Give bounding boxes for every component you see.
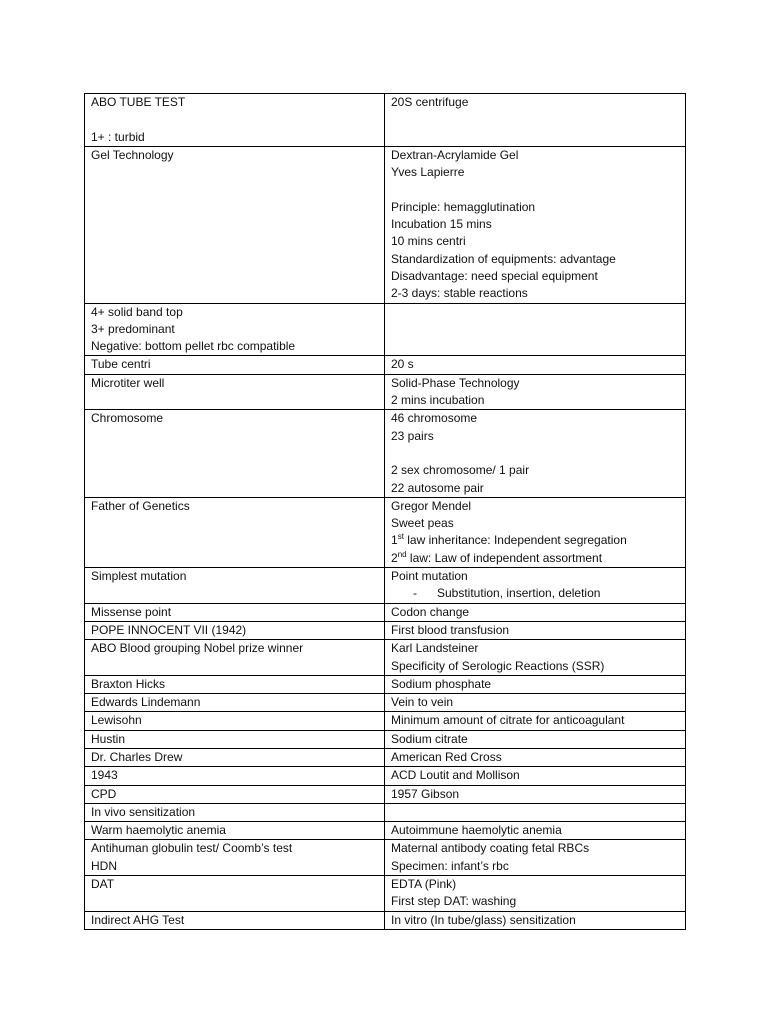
cell-line: ACD Loutit and Mollison xyxy=(391,768,520,783)
description-cell xyxy=(385,822,686,840)
description-cell xyxy=(385,730,686,748)
term-cell xyxy=(85,374,385,410)
cell-line: Warm haemolytic anemia xyxy=(91,823,226,838)
cell-line: Specimen: infant’s rbc xyxy=(391,858,509,873)
term-cell xyxy=(85,640,385,676)
cell-line: Codon change xyxy=(391,604,470,619)
table-row xyxy=(85,410,686,497)
table-row xyxy=(85,803,686,821)
cell-line: Disadvantage: need special equipment xyxy=(391,268,598,283)
cell-line: EDTA (Pink) xyxy=(391,877,457,892)
cell-line: 4+ solid band top xyxy=(91,304,183,319)
term-cell xyxy=(85,822,385,840)
cell-line: Gregor Mendel xyxy=(391,498,472,513)
table-row xyxy=(85,694,686,712)
cell-line: Principle: hemagglutination xyxy=(391,199,536,214)
cell-line: Yves Lapierre xyxy=(391,165,465,180)
term-cell xyxy=(85,785,385,803)
table-row xyxy=(85,675,686,693)
cell-line: Edwards Lindemann xyxy=(91,695,201,710)
cell-line: 46 chromosome xyxy=(391,411,478,426)
cell-line: 10 mins centri xyxy=(391,234,466,249)
term-cell xyxy=(85,712,385,730)
cell-line: Negative: bottom pellet rbc compatible xyxy=(91,339,296,354)
cell-line: American Red Cross xyxy=(391,749,502,764)
bullet-text: Substitution, insertion, deletion xyxy=(437,586,601,601)
description-cell xyxy=(385,767,686,785)
description-cell xyxy=(385,303,686,356)
term-cell xyxy=(85,497,385,567)
cell-line: Hustin xyxy=(91,731,126,746)
cell-line: Sodium phosphate xyxy=(391,676,492,691)
cell-line: Vein to vein xyxy=(391,695,454,710)
term-cell xyxy=(85,568,385,604)
table-row xyxy=(85,911,686,929)
cell-line: ABO Blood grouping Nobel prize winner xyxy=(91,641,304,656)
cell-line: 2 mins incubation xyxy=(391,393,485,408)
table-row xyxy=(85,822,686,840)
cell-line: Indirect AHG Test xyxy=(91,912,185,927)
term-cell xyxy=(85,146,385,303)
bullet-line xyxy=(391,585,679,602)
description-cell xyxy=(385,374,686,410)
cell-line: 2-3 days: stable reactions xyxy=(391,286,528,301)
notes-table xyxy=(84,93,686,930)
term-cell xyxy=(85,840,385,876)
cell-line: 20S centrifuge xyxy=(391,95,469,109)
table-row xyxy=(85,876,686,912)
cell-line: Gel Technology xyxy=(91,147,174,162)
table-row xyxy=(85,621,686,639)
cell-line: Braxton Hicks xyxy=(91,676,166,691)
table-row xyxy=(85,767,686,785)
cell-line: Simplest mutation xyxy=(91,569,187,584)
cell-line: Point mutation xyxy=(391,569,468,584)
table-row xyxy=(85,748,686,766)
term-cell xyxy=(85,675,385,693)
description-cell xyxy=(385,694,686,712)
term-cell xyxy=(85,694,385,712)
ordinal-rest: law inheritance: Independent segregation xyxy=(403,533,627,548)
cell-line: 23 pairs xyxy=(391,428,434,443)
ordinal-suffix: nd xyxy=(397,549,407,559)
cell-line: 1957 Gibson xyxy=(391,786,460,801)
term-cell xyxy=(85,303,385,356)
cell-line: Dr. Charles Drew xyxy=(91,749,183,764)
cell-line: ABO TUBE TEST xyxy=(91,95,186,109)
cell-line: Missense point xyxy=(91,604,172,619)
bullet-dash: - xyxy=(413,586,417,601)
table-row xyxy=(85,146,686,303)
cell-line: Specificity of Serologic Reactions (SSR) xyxy=(391,658,605,673)
description-cell xyxy=(385,603,686,621)
empty-line xyxy=(391,304,679,321)
cell-line xyxy=(391,181,679,198)
cell-line: Chromosome xyxy=(91,411,164,426)
table-row xyxy=(85,640,686,676)
cell-line-ordinal xyxy=(391,550,679,567)
cell-line: In vitro (In tube/glass) sensitization xyxy=(391,912,576,927)
cell-line: DAT xyxy=(91,877,115,892)
cell-line: 2 sex chromosome/ 1 pair xyxy=(391,463,530,478)
cell-line: Karl Landsteiner xyxy=(391,641,479,656)
cell-line: 3+ predominant xyxy=(91,321,175,336)
term-cell xyxy=(85,94,385,147)
table-row xyxy=(85,568,686,604)
cell-line: Standardization of equipments: advantage xyxy=(391,251,616,266)
description-cell xyxy=(385,410,686,497)
term-cell xyxy=(85,803,385,821)
cell-line: Microtiter well xyxy=(91,375,165,390)
description-cell xyxy=(385,675,686,693)
description-cell xyxy=(385,497,686,567)
term-cell xyxy=(85,603,385,621)
cell-line: 1943 xyxy=(91,768,118,783)
ordinal-suffix: st xyxy=(397,532,404,542)
cell-line: Tube centri xyxy=(91,357,151,372)
table-row xyxy=(85,840,686,876)
cell-line: Autoimmune haemolytic anemia xyxy=(391,823,562,838)
description-cell xyxy=(385,876,686,912)
table-row xyxy=(85,94,686,147)
description-cell xyxy=(385,356,686,374)
description-cell xyxy=(385,785,686,803)
cell-line: In vivo sensitization xyxy=(91,804,196,819)
cell-line: Maternal antibody coating fetal RBCs xyxy=(391,841,590,856)
table-row xyxy=(85,712,686,730)
description-cell xyxy=(385,640,686,676)
cell-line-ordinal xyxy=(391,532,679,549)
term-cell xyxy=(85,730,385,748)
cell-line xyxy=(391,445,679,462)
term-cell xyxy=(85,767,385,785)
term-cell xyxy=(85,911,385,929)
table-row xyxy=(85,603,686,621)
description-cell xyxy=(385,911,686,929)
description-cell xyxy=(385,748,686,766)
cell-line: POPE INNOCENT VII (1942) xyxy=(91,622,247,637)
empty-line xyxy=(391,804,679,821)
ordinal-number: 1 xyxy=(391,533,398,548)
description-cell xyxy=(385,712,686,730)
cell-line: HDN xyxy=(91,858,117,873)
term-cell xyxy=(85,621,385,639)
description-cell xyxy=(385,621,686,639)
cell-line: Solid-Phase Technology xyxy=(391,375,520,390)
term-cell xyxy=(85,748,385,766)
term-cell xyxy=(85,876,385,912)
table-row xyxy=(85,356,686,374)
table-row xyxy=(85,497,686,567)
term-cell xyxy=(85,356,385,374)
cell-line: Dextran-Acrylamide Gel xyxy=(391,147,519,162)
table-row xyxy=(85,303,686,356)
table-row xyxy=(85,730,686,748)
ordinal-rest: law: Law of independent assortment xyxy=(406,550,603,565)
description-cell xyxy=(385,568,686,604)
cell-line: First step DAT: washing xyxy=(391,894,517,909)
description-cell xyxy=(385,803,686,821)
cell-line: Sodium citrate xyxy=(391,731,468,746)
description-cell xyxy=(385,146,686,303)
description-cell xyxy=(385,840,686,876)
cell-line: 22 autosome pair xyxy=(391,480,484,495)
cell-line: First blood transfusion xyxy=(391,622,510,637)
ordinal-number: 2 xyxy=(391,550,398,565)
table-row xyxy=(85,785,686,803)
description-cell xyxy=(385,94,686,147)
cell-line: Father of Genetics xyxy=(91,498,190,513)
cell-line: 1+ : turbid xyxy=(91,129,145,144)
cell-line: Lewisohn xyxy=(91,713,142,728)
term-cell xyxy=(85,410,385,497)
cell-line: Incubation 15 mins xyxy=(391,217,492,232)
cell-line xyxy=(91,111,378,128)
cell-line: Antihuman globulin test/ Coomb’s test xyxy=(91,841,293,856)
cell-line: 20 s xyxy=(391,357,414,372)
table-row xyxy=(85,374,686,410)
cell-line: CPD xyxy=(91,786,117,801)
cell-line: Sweet peas xyxy=(391,516,454,531)
cell-line: Minimum amount of citrate for anticoagulant xyxy=(391,713,625,728)
notes-table-body xyxy=(85,94,686,930)
